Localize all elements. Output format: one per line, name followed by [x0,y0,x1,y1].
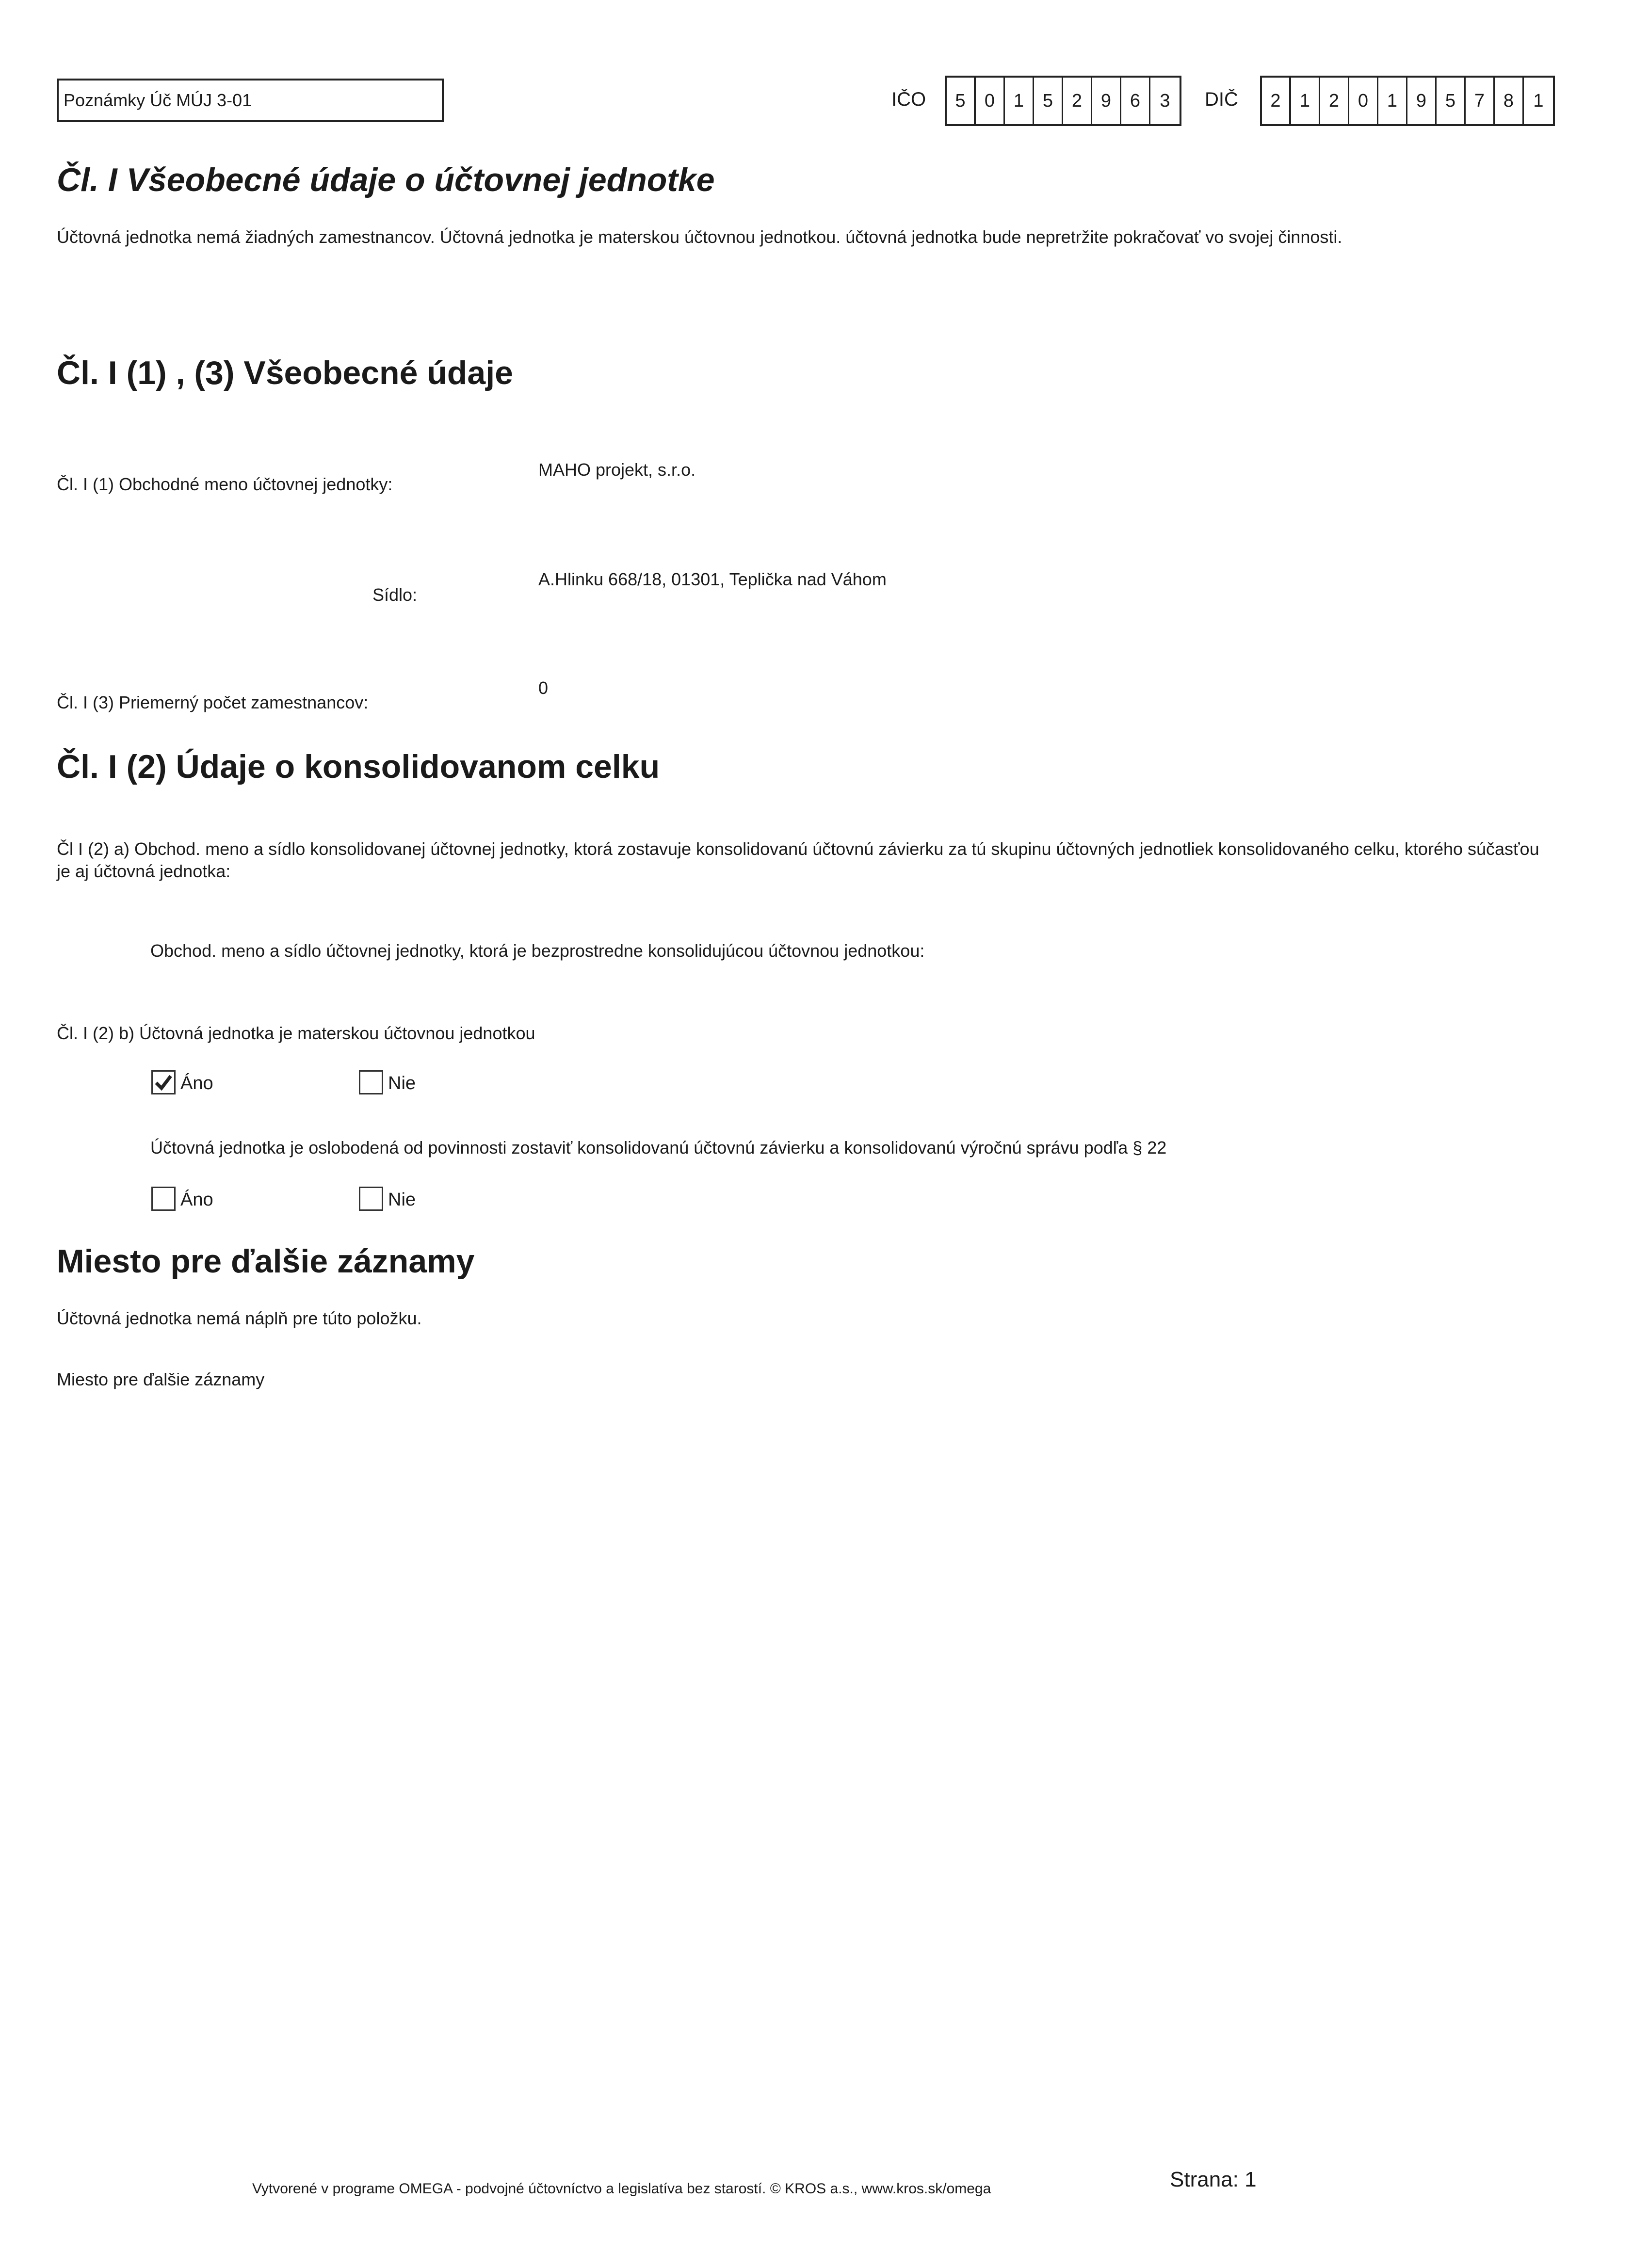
parent-no-checkbox[interactable] [359,1070,383,1094]
exempt-no-checkbox[interactable] [359,1187,383,1211]
ico-digit: 5 [947,78,976,124]
dic-digit: 7 [1466,78,1495,124]
dic-digit: 9 [1407,78,1437,124]
dic-digit: 0 [1349,78,1378,124]
section1-text: Účtovná jednotka nemá žiadných zamestnancov. Účtovná jednotka je materskou účtovnou jednotkou. účtovná jednotka bude nepretržite pokračovať vo svojej činnosti. [57,227,1342,247]
exemption-question: Účtovná jednotka je oslobodená od povinnosti zostaviť konsolidovanú účtovnú závierku a konsolidovanú výročnú správu podľa § 22 [150,1138,1167,1158]
ico-digit-boxes [945,76,1181,126]
dic-digit: 2 [1262,78,1291,124]
dic-digit: 1 [1533,90,1544,111]
ico-digit: 9 [1092,78,1121,124]
ico-digit: 6 [1121,78,1150,124]
no-content-text: Účtovná jednotka nemá náplň pre túto položku. [57,1308,422,1328]
direct-consolidating-text: Obchod. meno a sídlo účtovnej jednotky, ktorá je bezprostredne konsolidujúcou účtovnou jednotkou: [150,941,925,961]
checkmark-icon [154,1073,173,1092]
exempt-no-label: Nie [388,1190,416,1210]
ico-digit: 3 [1160,90,1170,111]
seat-label: Sídlo: [372,585,418,605]
section4-title: Miesto pre ďalšie záznamy [57,1243,475,1280]
dic-digit: 1 [1291,78,1320,124]
section2-title: Čl. I (1) , (3) Všeobecné údaje [57,354,513,391]
parent-entity-question: Čl. I (2) b) Účtovná jednotka je materskou účtovnou jednotkou [57,1023,535,1043]
parent-yes-checkbox[interactable] [151,1070,176,1094]
page-number: Strana: 1 [1170,2168,1257,2191]
exempt-yes-checkbox[interactable] [151,1187,176,1211]
parent-yes-label: Áno [180,1073,213,1094]
seat-value: A.Hlinku 668/18, 01301, Teplička nad Váhom [538,569,887,589]
ico-label: IČO [891,89,926,110]
dic-label: DIČ [1205,89,1238,110]
dic-digit: 8 [1495,78,1524,124]
dic-digit: 5 [1437,78,1466,124]
exempt-yes-label: Áno [180,1190,213,1210]
dic-digit: 2 [1320,78,1349,124]
section3-title: Čl. I (2) Údaje o konsolidovanom celku [57,748,660,785]
ico-digit: 2 [1063,78,1092,124]
other-records-text: Miesto pre ďalšie záznamy [57,1369,265,1389]
ico-digit: 0 [976,78,1005,124]
ico-digit: 5 [1034,78,1063,124]
employees-label: Čl. I (3) Priemerný počet zamestnancov: [57,692,369,712]
section1-title: Čl. I Všeobecné údaje o účtovnej jednotke [57,161,715,198]
ico-digit: 1 [1005,78,1034,124]
form-id-box [57,79,444,122]
footer-credit: Vytvorené v programe OMEGA - podvojné účtovníctvo a legislatíva bez starostí. © KROS a.s., www.kros.sk/omega [252,2181,991,2197]
consolidated-entity-text: Čl I (2) a) Obchod. meno a sídlo konsolidovanej účtovnej jednotky, ktorá zostavuje konsolidovanú účtovnú závierku za tú skupinu účtovných jednotliek konsolidovaného celku, ktorého súčasťou je aj účtovná jednotka: [57,839,1539,881]
employees-value: 0 [538,678,549,698]
dic-digit: 1 [1378,78,1407,124]
company-name-value: MAHO projekt, s.r.o. [538,460,696,480]
company-name-label: Čl. I (1) Obchodné meno účtovnej jednotky: [57,474,393,494]
form-id: Poznámky Úč MÚJ 3-01 [64,90,252,110]
dic-digit-boxes [1260,76,1555,126]
parent-no-label: Nie [388,1073,416,1094]
